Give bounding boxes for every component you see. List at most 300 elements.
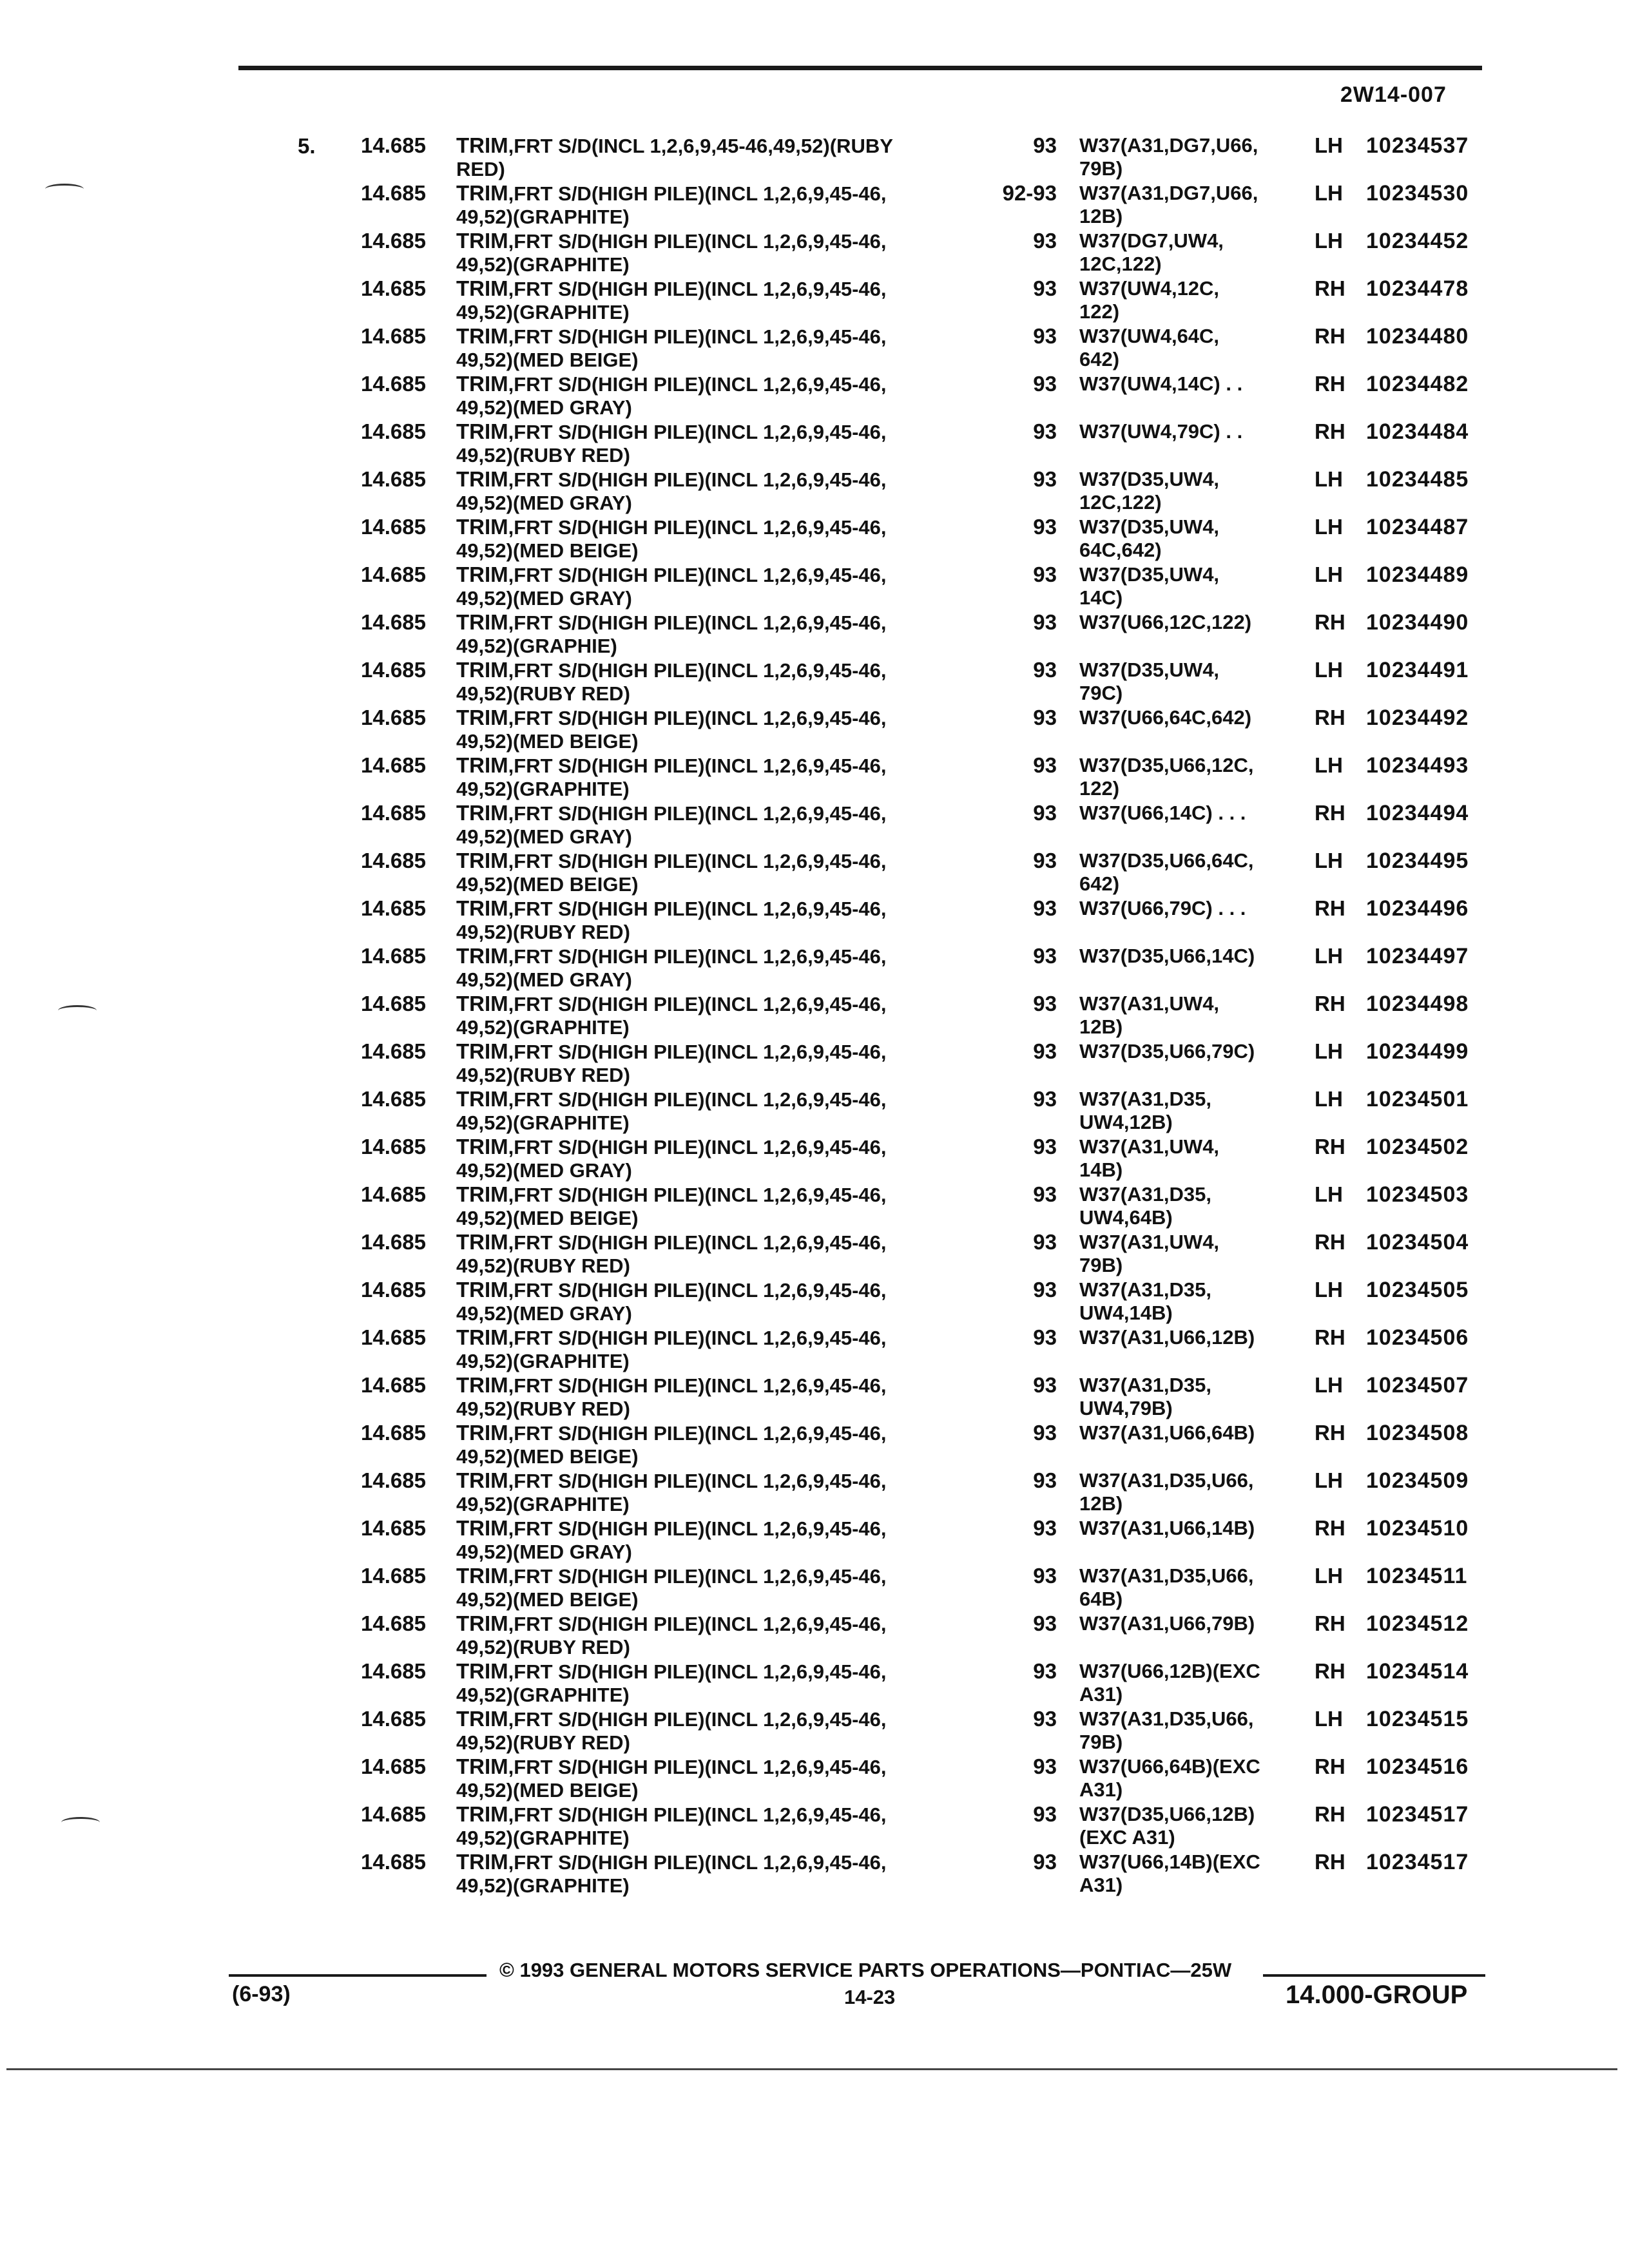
table-row	[0, 229, 1629, 277]
usage-line-1: W37(U66,12B)(EXC	[1079, 1660, 1260, 1682]
part-description	[456, 802, 887, 849]
usage-codes	[1079, 945, 1255, 968]
part-name: TRIM	[456, 849, 508, 872]
group-number: 14.685	[361, 1325, 426, 1349]
usage-line-1: W37(U66,12C,122)	[1079, 611, 1252, 633]
usage-line-1: W37(D35,U66,64C,	[1079, 849, 1254, 872]
usage-codes	[1079, 182, 1258, 228]
description-line-2: 49,52)(MED GRAY)	[456, 825, 632, 848]
table-row	[0, 992, 1629, 1040]
usage-codes	[1079, 229, 1224, 276]
usage-line-1: W37(A31,UW4,	[1079, 1135, 1220, 1158]
table-row	[0, 754, 1629, 802]
part-description	[456, 706, 887, 753]
footer-group: 14.000-GROUP	[1286, 1981, 1468, 2009]
usage-line-2: 12B)	[1079, 205, 1123, 227]
description-line-1: ,FRT S/D(HIGH PILE)(INCL 1,2,6,9,45-46,	[508, 468, 887, 491]
group-number: 14.685	[361, 1707, 426, 1731]
usage-line-2: A31)	[1079, 1683, 1123, 1706]
description-line-1: ,FRT S/D(HIGH PILE)(INCL 1,2,6,9,45-46,	[508, 611, 887, 634]
part-description	[456, 1612, 887, 1659]
model-year: 93	[1033, 658, 1057, 682]
usage-line-1: W37(UW4,79C) . .	[1079, 420, 1243, 443]
description-line-1: ,FRT S/D(HIGH PILE)(INCL 1,2,6,9,45-46,	[508, 1422, 887, 1445]
side: LH	[1315, 1039, 1343, 1063]
usage-codes	[1079, 849, 1254, 896]
side: RH	[1315, 1421, 1345, 1445]
usage-codes	[1079, 515, 1219, 562]
part-name: TRIM	[456, 1564, 508, 1588]
usage-codes	[1079, 325, 1219, 371]
description-line-1: ,FRT S/D(HIGH PILE)(INCL 1,2,6,9,45-46,	[508, 1565, 887, 1588]
model-year: 93	[1033, 515, 1057, 539]
table-row	[0, 897, 1629, 945]
usage-line-1: W37(A31,U66,79B)	[1079, 1612, 1255, 1635]
description-line-1: ,FRT S/D(HIGH PILE)(INCL 1,2,6,9,45-46,	[508, 1041, 887, 1063]
side: RH	[1315, 992, 1345, 1015]
table-row	[0, 611, 1629, 658]
side: RH	[1315, 1802, 1345, 1826]
side: LH	[1315, 849, 1343, 872]
part-description	[456, 325, 887, 372]
part-name: TRIM	[456, 467, 508, 491]
part-description	[456, 277, 887, 324]
part-number: 10234494	[1366, 801, 1469, 825]
usage-codes	[1079, 1374, 1211, 1420]
part-description	[456, 134, 893, 181]
table-row	[0, 1755, 1629, 1803]
group-number: 14.685	[361, 419, 426, 443]
description-line-1: ,FRT S/D(HIGH PILE)(INCL 1,2,6,9,45-46,	[508, 802, 887, 825]
usage-line-2: UW4,64B)	[1079, 1206, 1173, 1229]
part-description	[456, 1374, 887, 1421]
usage-line-2: UW4,79B)	[1079, 1397, 1173, 1419]
usage-line-2: UW4,12B)	[1079, 1111, 1173, 1133]
usage-codes	[1079, 1803, 1255, 1849]
usage-line-1: W37(UW4,12C,	[1079, 277, 1220, 300]
group-number: 14.685	[361, 1802, 426, 1826]
usage-codes	[1079, 754, 1254, 800]
description-line-1: ,FRT S/D(HIGH PILE)(INCL 1,2,6,9,45-46,	[508, 1470, 887, 1492]
model-year: 93	[1033, 1135, 1057, 1158]
model-year: 93	[1033, 1468, 1057, 1492]
group-number: 14.685	[361, 324, 426, 348]
usage-line-1: W37(D35,U66,12C,	[1079, 754, 1254, 776]
part-name: TRIM	[456, 1278, 508, 1302]
part-description	[456, 1326, 887, 1373]
description-line-2: 49,52)(MED BEIGE)	[456, 349, 639, 371]
side: RH	[1315, 1135, 1345, 1158]
part-description	[456, 611, 887, 658]
part-description	[456, 1517, 887, 1564]
description-line-2: 49,52)(RUBY RED)	[456, 1398, 630, 1420]
usage-codes	[1079, 1231, 1219, 1277]
usage-codes	[1079, 1755, 1260, 1802]
group-number: 14.685	[361, 1611, 426, 1635]
usage-codes	[1079, 706, 1251, 729]
description-line-1: ,FRT S/D(HIGH PILE)(INCL 1,2,6,9,45-46,	[508, 898, 887, 920]
group-number: 14.685	[361, 562, 426, 586]
part-name: TRIM	[456, 1421, 508, 1445]
usage-codes	[1079, 1660, 1260, 1706]
description-line-1: ,FRT S/D(HIGH PILE)(INCL 1,2,6,9,45-46,	[508, 945, 887, 968]
part-description	[456, 658, 887, 706]
table-row	[0, 277, 1629, 325]
part-number: 10234498	[1366, 992, 1469, 1016]
description-line-2: 49,52)(GRAPHITE)	[456, 778, 630, 800]
usage-line-2: A31)	[1079, 1874, 1123, 1896]
side: RH	[1315, 1611, 1345, 1635]
model-year: 93	[1033, 753, 1057, 777]
side: LH	[1315, 658, 1343, 682]
usage-line-2: 14B)	[1079, 1158, 1123, 1181]
description-line-1: ,FRT S/D(HIGH PILE)(INCL 1,2,6,9,45-46,	[508, 993, 887, 1015]
usage-line-1: W37(A31,D35,	[1079, 1183, 1212, 1206]
part-name: TRIM	[456, 1325, 508, 1349]
table-row	[0, 849, 1629, 897]
part-description	[456, 1850, 887, 1898]
usage-line-2: 64C,642)	[1079, 539, 1162, 561]
description-line-1: ,FRT S/D(HIGH PILE)(INCL 1,2,6,9,45-46,	[508, 230, 887, 253]
usage-line-2: 79B)	[1079, 157, 1123, 180]
table-row	[0, 1278, 1629, 1326]
side: LH	[1315, 229, 1343, 253]
footer-copyright: © 1993 GENERAL MOTORS SERVICE PARTS OPERATIONS—PONTIAC—25W	[499, 1959, 1232, 1981]
side: LH	[1315, 1278, 1343, 1302]
usage-line-2: 12B)	[1079, 1492, 1123, 1515]
model-year: 93	[1033, 467, 1057, 491]
description-line-2: 49,52)(MED BEIGE)	[456, 1445, 639, 1468]
footer-date: (6-93)	[232, 1982, 291, 2006]
group-number: 14.685	[361, 1230, 426, 1254]
side: RH	[1315, 1516, 1345, 1540]
part-description	[456, 1231, 887, 1278]
group-number: 14.685	[361, 1468, 426, 1492]
description-line-1: ,FRT S/D(HIGH PILE)(INCL 1,2,6,9,45-46,	[508, 1660, 887, 1683]
description-line-1: ,FRT S/D(HIGH PILE)(INCL 1,2,6,9,45-46,	[508, 516, 887, 539]
description-line-2: RED)	[456, 158, 505, 180]
part-name: TRIM	[456, 1373, 508, 1397]
group-number: 14.685	[361, 1659, 426, 1683]
usage-line-1: W37(UW4,64C,	[1079, 325, 1220, 347]
description-line-1: ,FRT S/D(HIGH PILE)(INCL 1,2,6,9,45-46,	[508, 564, 887, 586]
usage-line-1: W37(DG7,UW4,	[1079, 229, 1224, 252]
side: RH	[1315, 706, 1345, 729]
part-description	[456, 1135, 887, 1182]
side: RH	[1315, 801, 1345, 825]
table-row	[0, 563, 1629, 611]
group-number: 14.685	[361, 849, 426, 872]
part-description	[456, 1278, 887, 1325]
table-row	[0, 134, 1629, 182]
part-description	[456, 182, 887, 229]
usage-codes	[1079, 277, 1219, 323]
model-year: 93	[1033, 1039, 1057, 1063]
model-year: 93	[1033, 1850, 1057, 1874]
part-description	[456, 1707, 887, 1754]
part-name: TRIM	[456, 658, 508, 682]
usage-line-1: W37(D35,UW4,	[1079, 515, 1220, 538]
usage-line-1: W37(A31,D35,U66,	[1079, 1564, 1254, 1587]
usage-line-2: 79B)	[1079, 1731, 1123, 1753]
part-description	[456, 229, 887, 276]
part-name: TRIM	[456, 944, 508, 968]
part-number: 10234504	[1366, 1230, 1469, 1254]
part-description	[456, 563, 887, 610]
description-line-1: ,FRT S/D(HIGH PILE)(INCL 1,2,6,9,45-46,	[508, 278, 887, 300]
group-number: 14.685	[361, 1373, 426, 1397]
description-line-2: 49,52)(RUBY RED)	[456, 682, 630, 705]
group-number: 14.685	[361, 1039, 426, 1063]
usage-codes	[1079, 563, 1219, 610]
model-year: 93	[1033, 1087, 1057, 1111]
usage-codes	[1079, 992, 1219, 1039]
usage-codes	[1079, 658, 1219, 705]
description-line-1: ,FRT S/D(HIGH PILE)(INCL 1,2,6,9,45-46,	[508, 659, 887, 682]
part-number: 10234511	[1366, 1564, 1468, 1588]
usage-line-2: 64B)	[1079, 1588, 1123, 1610]
side: LH	[1315, 515, 1343, 539]
side: RH	[1315, 419, 1345, 443]
table-row	[0, 1374, 1629, 1421]
model-year: 93	[1033, 1659, 1057, 1683]
table-row	[0, 1707, 1629, 1755]
part-description	[456, 849, 887, 896]
description-line-2: 49,52)(GRAPHITE)	[456, 206, 630, 228]
description-line-1: ,FRT S/D(HIGH PILE)(INCL 1,2,6,9,45-46,	[508, 1517, 887, 1540]
part-name: TRIM	[456, 1182, 508, 1206]
part-name: TRIM	[456, 1039, 508, 1063]
description-line-1: ,FRT S/D(HIGH PILE)(INCL 1,2,6,9,45-46,	[508, 1136, 887, 1158]
group-number: 14.685	[361, 181, 426, 205]
group-number: 14.685	[361, 610, 426, 634]
usage-codes	[1079, 1135, 1219, 1182]
side: RH	[1315, 1325, 1345, 1349]
description-line-2: 49,52)(RUBY RED)	[456, 921, 630, 943]
usage-line-1: W37(U66,14C) . . .	[1079, 802, 1246, 824]
group-number: 14.685	[361, 1278, 426, 1302]
part-description	[456, 420, 887, 467]
part-number: 10234491	[1366, 658, 1469, 682]
part-number: 10234497	[1366, 944, 1469, 968]
group-number: 14.685	[361, 1754, 426, 1778]
usage-line-2: 79B)	[1079, 1254, 1123, 1276]
table-row	[0, 515, 1629, 563]
group-number: 14.685	[361, 229, 426, 253]
usage-line-1: W37(A31,U66,14B)	[1079, 1517, 1255, 1539]
group-number: 14.685	[361, 896, 426, 920]
group-number: 14.685	[361, 1421, 426, 1445]
part-name: TRIM	[456, 276, 508, 300]
description-line-1: ,FRT S/D(HIGH PILE)(INCL 1,2,6,9,45-46,	[508, 707, 887, 729]
table-row	[0, 1803, 1629, 1850]
side: LH	[1315, 944, 1343, 968]
part-number: 10234502	[1366, 1135, 1469, 1159]
description-line-2: 49,52)(GRAPHITE)	[456, 1827, 630, 1849]
part-number: 10234482	[1366, 372, 1469, 396]
group-number: 14.685	[361, 467, 426, 491]
group-number: 14.685	[361, 133, 426, 157]
usage-line-2: 12C,122)	[1079, 491, 1162, 514]
footer-rule-right	[1263, 1974, 1485, 1977]
usage-codes	[1079, 372, 1242, 396]
group-number: 14.685	[361, 1182, 426, 1206]
description-line-1: ,FRT S/D(HIGH PILE)(INCL 1,2,6,9,45-46,	[508, 1231, 887, 1254]
part-description	[456, 1421, 887, 1468]
table-row	[0, 706, 1629, 754]
table-row	[0, 1564, 1629, 1612]
model-year: 93	[1033, 229, 1057, 253]
part-number: 10234537	[1366, 133, 1469, 158]
part-name: TRIM	[456, 1659, 508, 1683]
group-number: 14.685	[361, 706, 426, 729]
description-line-2: 49,52)(MED BEIGE)	[456, 539, 639, 562]
part-number: 10234501	[1366, 1087, 1469, 1111]
usage-line-1: W37(A31,D35,	[1079, 1374, 1212, 1396]
description-line-2: 49,52)(MED GRAY)	[456, 1159, 632, 1182]
model-year: 93	[1033, 1564, 1057, 1588]
part-name: TRIM	[456, 1754, 508, 1778]
model-year: 93	[1033, 1325, 1057, 1349]
side: LH	[1315, 133, 1343, 157]
group-number: 14.685	[361, 1087, 426, 1111]
part-description	[456, 1755, 887, 1802]
table-row	[0, 372, 1629, 420]
table-row	[0, 182, 1629, 229]
part-name: TRIM	[456, 372, 508, 396]
usage-codes	[1079, 1517, 1255, 1540]
usage-line-2: 122)	[1079, 777, 1120, 800]
part-number: 10234507	[1366, 1373, 1469, 1398]
part-number: 10234480	[1366, 324, 1469, 349]
usage-line-1: W37(A31,D35,	[1079, 1088, 1212, 1110]
description-line-1: ,FRT S/D(HIGH PILE)(INCL 1,2,6,9,45-46,	[508, 325, 887, 348]
part-description	[456, 1660, 887, 1707]
model-year: 93	[1033, 1421, 1057, 1445]
description-line-2: 49,52)(GRAPHITE)	[456, 1684, 630, 1706]
part-description	[456, 1469, 887, 1516]
description-line-2: 49,52)(RUBY RED)	[456, 444, 630, 466]
part-name: TRIM	[456, 324, 508, 348]
description-line-2: 49,52)(MED BEIGE)	[456, 873, 639, 896]
table-row	[0, 1183, 1629, 1231]
description-line-1: ,FRT S/D(HIGH PILE)(INCL 1,2,6,9,45-46,	[508, 1708, 887, 1731]
side: LH	[1315, 1087, 1343, 1111]
model-year: 93	[1033, 1230, 1057, 1254]
part-number: 10234493	[1366, 753, 1469, 778]
part-number: 10234495	[1366, 849, 1469, 873]
usage-line-2: 642)	[1079, 348, 1120, 370]
side: LH	[1315, 562, 1343, 586]
description-line-2: 49,52)(MED GRAY)	[456, 1302, 632, 1325]
group-number: 14.685	[361, 658, 426, 682]
part-description	[456, 468, 887, 515]
part-description	[456, 1088, 887, 1135]
usage-codes	[1079, 897, 1246, 920]
model-year: 93	[1033, 1182, 1057, 1206]
part-number: 10234517	[1366, 1850, 1469, 1874]
table-row	[0, 1231, 1629, 1278]
description-line-2: 49,52)(GRAPHITE)	[456, 1111, 630, 1134]
model-year: 93	[1033, 1611, 1057, 1635]
usage-codes	[1079, 1088, 1211, 1134]
part-name: TRIM	[456, 1802, 508, 1826]
part-number: 10234517	[1366, 1802, 1469, 1827]
table-row	[0, 658, 1629, 706]
side: RH	[1315, 1754, 1345, 1778]
group-number: 14.685	[361, 1135, 426, 1158]
side: RH	[1315, 610, 1345, 634]
part-number: 10234487	[1366, 515, 1469, 539]
usage-line-1: W37(A31,U66,64B)	[1079, 1421, 1255, 1444]
description-line-1: ,FRT S/D(HIGH PILE)(INCL 1,2,6,9,45-46,	[508, 373, 887, 396]
description-line-1: ,FRT S/D(HIGH PILE)(INCL 1,2,6,9,45-46,	[508, 1756, 887, 1778]
table-row	[0, 802, 1629, 849]
side: RH	[1315, 276, 1345, 300]
side: LH	[1315, 181, 1343, 205]
description-line-2: 49,52)(GRAPHITE)	[456, 1016, 630, 1039]
side: RH	[1315, 1659, 1345, 1683]
usage-line-1: W37(A31,D35,U66,	[1079, 1707, 1254, 1730]
part-name: TRIM	[456, 1135, 508, 1158]
description-line-1: ,FRT S/D(HIGH PILE)(INCL 1,2,6,9,45-46,	[508, 421, 887, 443]
description-line-2: 49,52)(RUBY RED)	[456, 1254, 630, 1277]
part-number: 10234506	[1366, 1325, 1469, 1350]
table-row	[0, 468, 1629, 515]
usage-line-1: W37(U66,64B)(EXC	[1079, 1755, 1260, 1778]
part-number: 10234512	[1366, 1611, 1469, 1636]
scan-artifact-mark	[61, 1817, 100, 1828]
usage-line-2: UW4,14B)	[1079, 1302, 1173, 1324]
usage-codes	[1079, 611, 1251, 634]
usage-line-1: W37(D35,U66,14C)	[1079, 945, 1255, 967]
part-number: 10234505	[1366, 1278, 1469, 1302]
part-name: TRIM	[456, 229, 508, 253]
side: RH	[1315, 1230, 1345, 1254]
model-year: 93	[1033, 372, 1057, 396]
model-year: 93	[1033, 610, 1057, 634]
scan-artifact-mark	[58, 1005, 97, 1016]
description-line-2: 49,52)(RUBY RED)	[456, 1636, 630, 1658]
description-line-2: 49,52)(RUBY RED)	[456, 1731, 630, 1754]
table-row	[0, 1040, 1629, 1088]
description-line-2: 49,52)(GRAPHITE)	[456, 1493, 630, 1515]
part-number: 10234514	[1366, 1659, 1469, 1684]
part-description	[456, 1564, 887, 1611]
part-description	[456, 372, 887, 419]
usage-line-2: (EXC A31)	[1079, 1826, 1175, 1849]
usage-line-1: W37(A31,DG7,U66,	[1079, 134, 1258, 157]
usage-line-2: 12C,122)	[1079, 253, 1162, 275]
description-line-1: ,FRT S/D(INCL 1,2,6,9,45-46,49,52)(RUBY	[508, 135, 893, 157]
page-code: 2W14-007	[1340, 82, 1447, 107]
part-name: TRIM	[456, 181, 508, 205]
usage-codes	[1079, 1326, 1255, 1349]
footer-rule-left	[229, 1974, 487, 1977]
usage-codes	[1079, 1612, 1255, 1635]
model-year: 93	[1033, 419, 1057, 443]
usage-line-1: W37(A31,UW4,	[1079, 992, 1220, 1015]
description-line-2: 49,52)(MED GRAY)	[456, 968, 632, 991]
part-name: TRIM	[456, 1516, 508, 1540]
part-name: TRIM	[456, 1850, 508, 1874]
part-description	[456, 992, 887, 1039]
model-year: 93	[1033, 1754, 1057, 1778]
usage-line-1: W37(D35,U66,12B)	[1079, 1803, 1255, 1825]
description-line-2: 49,52)(MED BEIGE)	[456, 730, 639, 753]
usage-codes	[1079, 1564, 1254, 1611]
model-year: 93	[1033, 944, 1057, 968]
